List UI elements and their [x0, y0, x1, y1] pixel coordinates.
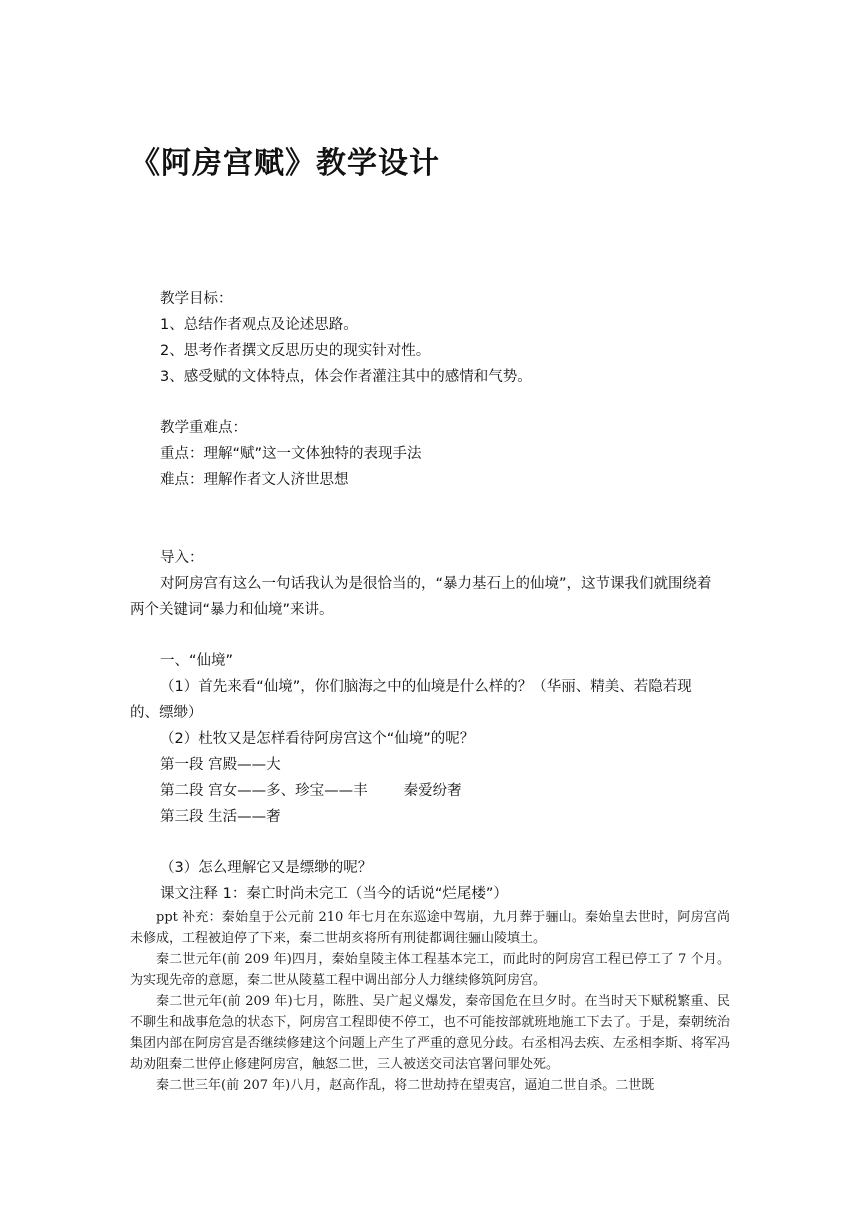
keypoints-heading: 教学重难点：	[160, 420, 247, 436]
paragraph-analysis-text: 第二段 宫女——多、珍宝——丰	[160, 783, 368, 799]
question-text: （1）首先来看“仙境”，你们脑海之中的仙境是什么样的？（华丽、精美、若隐若现	[160, 679, 692, 695]
paragraph-analysis: 第一段 宫殿——大	[160, 757, 281, 773]
intro-heading: 导入：	[160, 550, 204, 566]
question-text: （2）杜牧又是怎样看待阿房宫这个“仙境”的呢？	[160, 731, 475, 747]
note-text: 课文注释 1：秦亡时尚未完工（当今的话说“烂尾楼”）	[160, 886, 508, 902]
section-heading: 一、“仙境”	[160, 653, 234, 669]
keypoint-difficulty: 难点：理解作者文人济世思想	[160, 472, 349, 488]
intro-text: 对阿房宫有这么一句话我认为是很恰当的，“暴力基石上的仙境”，这节课我们就围绕着	[160, 576, 712, 592]
intro-text: 两个关键词“暴力和仙境”来讲。	[130, 602, 334, 618]
summary-text: 秦爱纷奢	[403, 783, 462, 799]
objectives-heading: 教学目标：	[160, 291, 233, 307]
question-text: （3）怎么理解它又是缥缈的呢？	[160, 860, 373, 876]
supplement-paragraph: ppt 补充：秦始皇于公元前 210 年七月在东巡途中驾崩，九月葬于骊山。秦始皇去世时，阿房宫尚未修成，工程被迫停了下来，秦二世胡亥将所有刑徒都调往骊山陵填土。	[130, 910, 730, 946]
document-title: 《阿房宫赋》教学设计	[130, 146, 440, 181]
supplement-paragraph: 秦二世三年(前 207 年)八月，赵高作乱，将二世劫持在望夷宫，逼迫二世自杀。二世既	[156, 1078, 655, 1093]
supplement-paragraph: 秦二世元年(前 209 年)四月，秦始皇陵主体工程基本完工，而此时的阿房宫工程已停工了 7 个月。为实现先帝的意愿，秦二世从陵墓工程中调出部分人力继续修筑阿房宫。	[130, 952, 730, 988]
objective-item: 3、感受赋的文体特点，体会作者灌注其中的感情和气势。	[160, 369, 532, 385]
objective-item: 2、思考作者撰文反思历史的现实针对性。	[160, 343, 431, 359]
supplement-paragraph: 秦二世元年(前 209 年)七月，陈胜、吴广起义爆发，秦帝国危在旦夕时。在当时天下赋税繁重、民不聊生和战事危急的状态下，阿房宫工程即使不停工，也不可能按部就班地施工下去了。于是，秦朝统治集团内部在阿房宫是否继续修建这个问题上产生了严重的意见分歧。右丞相冯去疾、左丞相李斯、将军冯劫劝阻秦二世停止修建阿房宫，触怒二世，三人被送交司法官署问罪处死。	[130, 994, 730, 1072]
paragraph-analysis: 第三段 生活——奢	[160, 809, 281, 825]
objective-item: 1、总结作者观点及论述思路。	[160, 317, 358, 333]
supplement-block	[130, 907, 730, 1096]
paragraph-analysis	[160, 781, 462, 801]
keypoint-focus: 重点：理解“赋”这一文体独特的表现手法	[160, 446, 422, 462]
question-text: 的、缥缈）	[130, 705, 203, 721]
